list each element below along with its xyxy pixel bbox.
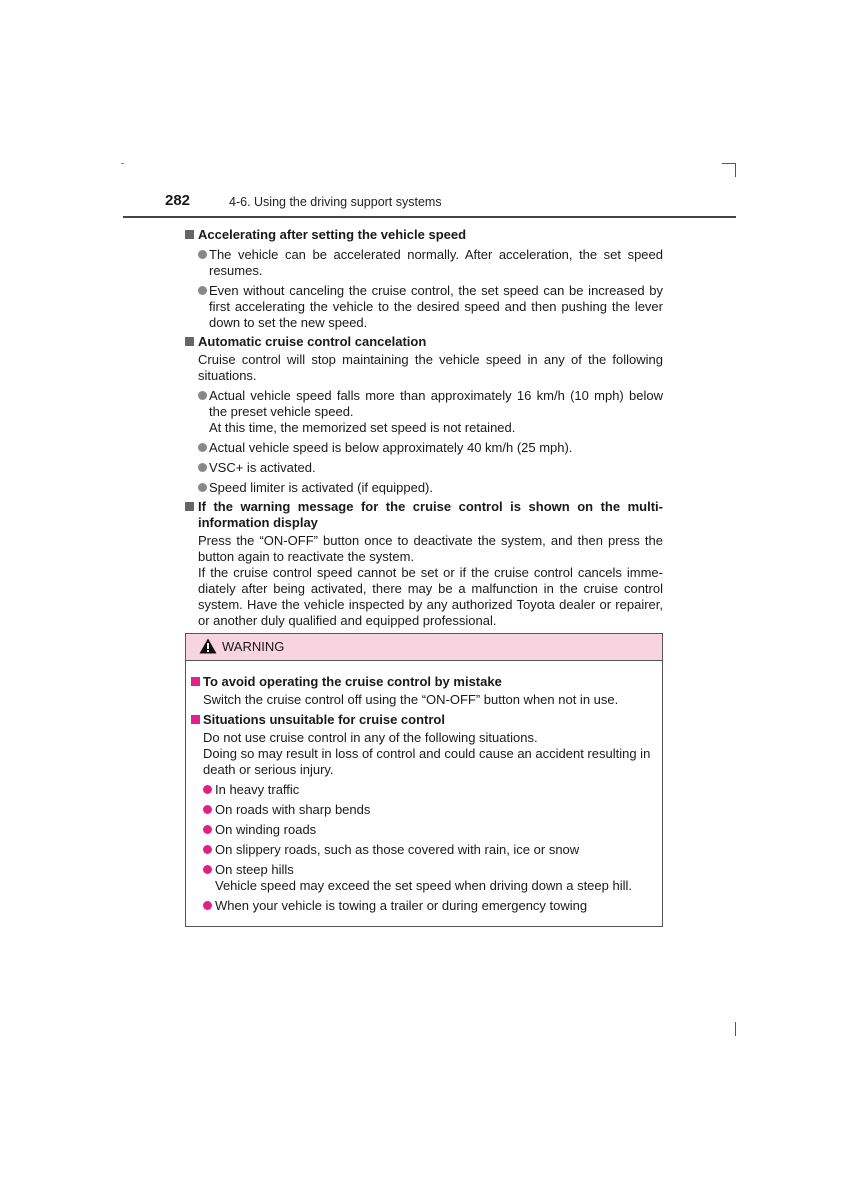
list-item: Actual vehicle speed is below approximately 40 km/h (25 mph). [185,440,663,456]
paragraph: Doing so may result in loss of control and could cause an accident resulting in death or serious injury. [203,746,651,777]
paragraph: Do not use cruise control in any of the following situations. [203,730,538,745]
list-item: On steep hills Vehicle speed may exceed the set speed when driving down a steep hill. [191,862,662,894]
warning-body [186,661,662,914]
paragraph: Switch the cruise control off using the “ON-OFF” button when not in use. [203,692,619,707]
circle-bullet-icon [203,805,212,814]
crop-mark-top-right-vertical [735,163,736,177]
circle-bullet-icon [198,286,207,295]
heading-auto-cancelation: Automatic cruise control cancelation [185,334,663,350]
section-title: 4-6. Using the driving support systems [229,195,442,209]
warning-label: WARNING [222,639,285,654]
warning-header [186,634,662,661]
heading-accelerating: Accelerating after setting the vehicle speed [185,227,663,243]
circle-bullet-icon [198,443,207,452]
square-bullet-icon [185,337,194,346]
page-number: 282 [165,192,191,209]
warning-triangle-icon [199,638,217,658]
bullet-note: At this time, the memorized set speed is not retained. [209,420,516,435]
list-item: On winding roads [191,822,662,838]
square-bullet-icon [191,715,200,724]
list-item: When your vehicle is towing a trailer or during emergency towing [191,898,662,914]
header-rule [123,216,736,218]
circle-bullet-icon [198,463,207,472]
bullet-note: Vehicle speed may exceed the set speed when driving down a steep hill. [215,878,632,893]
square-bullet-icon [191,677,200,686]
list-item: On roads with sharp bends [191,802,662,818]
list-item: Even without canceling the cruise control, the set speed can be increased by first accelerating the vehicle to the desired speed and then pushing the lever down to set the new speed. [185,283,663,331]
crop-mark-top-right [722,163,736,164]
list-item: In heavy traffic [191,782,662,798]
list-item: The vehicle can be accelerated normally. After acceleration, the set speed resumes. [185,247,663,279]
list-item: Speed limiter is activated (if equipped). [185,480,663,496]
crop-mark-bottom-right [735,1022,736,1036]
crop-mark-top-left [121,163,124,164]
heading-warning-message: If the warning message for the cruise control is shown on the multi-information display [185,499,663,531]
circle-bullet-icon [203,901,212,910]
page-content [185,224,663,629]
circle-bullet-icon [203,825,212,834]
paragraph: Press the “ON-OFF” button once to deactivate the system, and then press the button again to reactivate the system. [198,533,663,564]
circle-bullet-icon [198,483,207,492]
circle-bullet-icon [198,250,207,259]
paragraph: Cruise control will stop maintaining the vehicle speed in any of the following situations. [198,352,663,383]
square-bullet-icon [185,502,194,511]
list-item: VSC+ is activated. [185,460,663,476]
circle-bullet-icon [203,845,212,854]
warning-box [185,633,663,927]
warning-heading-unsuitable: Situations unsuitable for cruise control [191,712,662,728]
list-item: On slippery roads, such as those covered with rain, ice or snow [191,842,662,858]
square-bullet-icon [185,230,194,239]
warning-heading-mistake: To avoid operating the cruise control by mistake [191,674,662,690]
list-item: Actual vehicle speed falls more than approximately 16 km/h (10 mph) below the preset vehicle speed. At this time, the memorized set speed is not retained. [185,388,663,436]
circle-bullet-icon [203,865,212,874]
paragraph: If the cruise control speed cannot be set or if the cruise control cancels imme-diately after being activated, there may be a malfunction in the cruise control system. Have the vehicle inspected by any authorized Toyota dealer or repairer, or another duly qualified and equipped professional. [198,565,663,628]
circle-bullet-icon [198,391,207,400]
circle-bullet-icon [203,785,212,794]
